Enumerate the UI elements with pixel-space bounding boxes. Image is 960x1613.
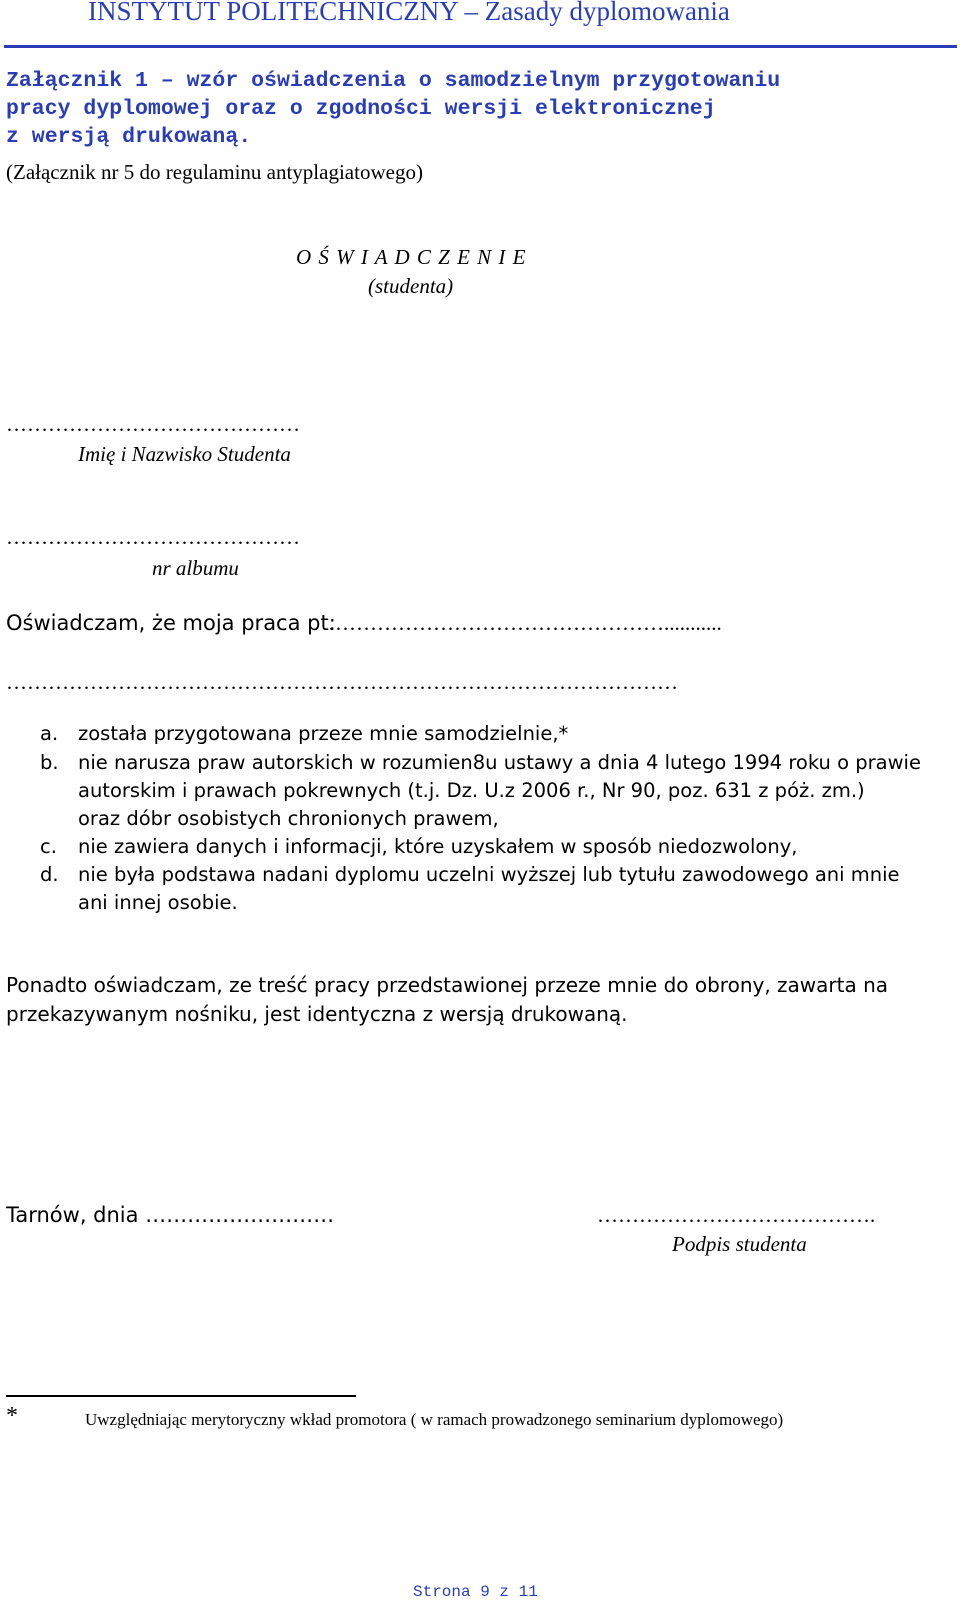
list-item-text: nie była podstawa nadani dyplomu uczelni wyższej lub tytułu zawodowego ani mnie xyxy=(78,863,900,886)
annex-heading-line-2: pracy dyplomowej oraz o zgodności wersji elektronicznej xyxy=(6,97,716,121)
list-item-text: ani innej osobie. xyxy=(78,891,238,914)
list-item-letter: a. xyxy=(40,722,59,745)
annex-heading-line-1: Załącznik 1 – wzór oświadczenia o samodzielnym przygotowaniu xyxy=(6,69,781,93)
header-title: INSTYTUT POLITECHNICZNY – Zasady dyplomowania xyxy=(88,0,730,26)
list-item-text: oraz dóbr osobistych chronionych prawem, xyxy=(78,807,499,830)
list-item-letter: c. xyxy=(40,835,57,858)
footnote-separator xyxy=(6,1395,356,1397)
list-item-letter: b. xyxy=(40,751,59,774)
paragraph-line: przekazywanym nośniku, jest identyczna z wersją drukowaną. xyxy=(6,1002,628,1026)
list-item-letter: d. xyxy=(40,863,59,886)
album-number-field: …………………………………… xyxy=(6,525,300,549)
footnote-text: Uwzględniając merytoryczny wkład promotora ( w ramach prowadzonego seminarium dyplomowego) xyxy=(85,1410,784,1429)
footnote-mark: * xyxy=(6,1403,18,1429)
declaration-title: O Ś W I A D C Z E N I E xyxy=(296,245,527,269)
thesis-title-field-continuation: …………………………………………………………………………………… xyxy=(6,670,678,694)
statement-intro: Oświadczam, że moja praca pt: xyxy=(6,611,336,635)
student-name-field: …………………………………… xyxy=(6,412,300,436)
signature-label: Podpis studenta xyxy=(672,1232,807,1256)
identity-statement-paragraph xyxy=(6,971,946,1029)
student-name-label: Imię i Nazwisko Studenta xyxy=(78,442,291,466)
place-date-field: Tarnów, dnia ……………………… xyxy=(6,1203,335,1227)
header-rule xyxy=(4,45,957,48)
paragraph-line: Ponadto oświadczam, ze treść pracy przedstawionej przeze mnie do obrony, zawarta na xyxy=(6,973,889,997)
annex-heading-line-3: z wersją drukowaną. xyxy=(6,125,252,149)
list-item-text: nie narusza praw autorskich w rozumien8u ustawy a dnia 4 lutego 1994 roku o prawie xyxy=(78,751,921,774)
album-number-label: nr albumu xyxy=(152,556,239,580)
list-item-text: autorskim i prawach pokrewnych (t.j. Dz. U.z 2006 r., Nr 90, poz. 631 z póż. zm.) xyxy=(78,779,865,802)
list-item-text: została przygotowana przeze mnie samodzielnie,* xyxy=(78,722,569,745)
thesis-title-field: …………………………………………........... xyxy=(328,611,722,635)
page-number: Strona 9 z 11 xyxy=(413,1583,538,1601)
signature-field: …………………………………. xyxy=(597,1203,876,1227)
list-item-text: nie zawiera danych i informacji, które uzyskałem w sposób niedozwolony, xyxy=(78,835,798,858)
declaration-subtitle: (studenta) xyxy=(368,274,454,298)
annex-note: (Załącznik nr 5 do regulaminu antyplagiatowego) xyxy=(6,160,423,184)
